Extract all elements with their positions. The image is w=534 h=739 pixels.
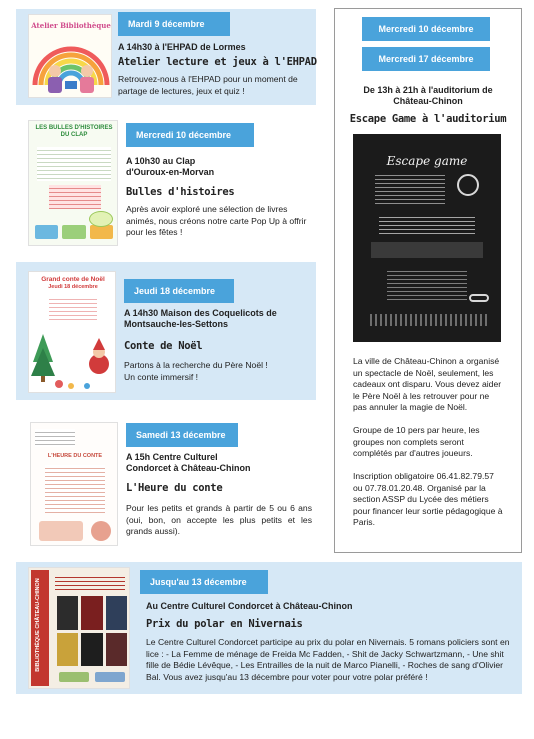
conte-noel-poster-image <box>28 271 116 393</box>
event-place-line1: A 10h30 au Clap <box>126 156 196 166</box>
ehpad-poster-caption: Atelier Bibliothèque <box>31 21 111 30</box>
escape-game-poster-image <box>353 134 501 342</box>
event-title: Atelier lecture et jeux à l'EHPAD <box>118 56 317 68</box>
event-place-line2: d'Ouroux-en-Morvan <box>126 167 215 177</box>
escape-title: Escape Game à l'auditorium <box>349 113 507 125</box>
bulles-poster-logos <box>35 225 113 239</box>
bulles-poster-text <box>37 147 111 181</box>
date-badge-mardi-9: Mardi 9 décembre <box>118 12 230 36</box>
heure-conte-poster-footer <box>39 521 83 541</box>
polar-description: Le Centre Culturel Condorcet participe au prix du polar en Nivernais. 5 romans policiers sont en lice : - La Femme de ménage de Freida Mc Fadden, - Shit de Jacky Schwartzmann, - Une shit fille de Bédie Lévêque, - Les Entrailles de la nuit de Marco Pianelli, - Roches de sang d'Olivier Bal. Vous avez jusqu'au 13 décembre pour voter pour votre polar préféré ! <box>146 637 510 682</box>
escape-time-line2: Château-Chinon <box>393 96 463 106</box>
date-badge-mercredi-10: Mercredi 10 décembre <box>126 123 254 147</box>
escape-poster-story <box>375 172 445 206</box>
polar-poster-logos <box>59 672 125 682</box>
date-badge-mercredi-10-escape: Mercredi 10 décembre <box>362 17 490 41</box>
escape-poster-key-icon <box>469 294 489 302</box>
event-description-line2: Un conte immersif ! <box>124 372 199 382</box>
event-description-line1: Partons à la recherche du Père Noël ! <box>124 360 268 370</box>
polar-title: Prix du polar en Nivernais <box>146 618 303 630</box>
escape-poster-info <box>387 268 467 302</box>
ehpad-poster-image <box>28 14 112 98</box>
escape-poster-title: Escape game <box>386 154 468 168</box>
conte-noel-poster-subtitle: Jeudi 18 décembre <box>48 284 98 290</box>
escape-poster-details <box>379 214 475 234</box>
date-badge-mercredi-17-escape: Mercredi 17 décembre <box>362 47 490 71</box>
escape-poster-magnifier-icon <box>457 174 479 196</box>
heure-conte-poster-text <box>45 465 105 513</box>
event-title: Bulles d'histoires <box>126 186 235 198</box>
escape-poster-footer <box>367 314 487 326</box>
event-description: Pour les petits et grands à partir de 5 ou 6 ans (oui, bon, on accepte les plus petits et les grands aussi). <box>126 503 312 537</box>
escape-registration: Inscription obligatoire 06.41.82.79.57 ou 07.78.01.20.48. Organisé par la section ASSP du Lycée des métiers pour financer leur sortie pédagogique à Paris. <box>353 471 503 528</box>
christmas-illustration <box>29 272 116 393</box>
event-place-line1: A 14h30 Maison des Coquelicots de <box>124 308 277 318</box>
escape-poster-dates <box>371 242 483 258</box>
conte-noel-poster-text <box>49 296 97 322</box>
date-badge-jusqu-au-13: Jusqu'au 13 décembre <box>140 570 268 594</box>
bulles-poster-sticker <box>89 211 113 227</box>
polar-poster-header <box>55 574 125 590</box>
polar-poster-image <box>28 567 130 689</box>
heure-conte-poster-header <box>35 429 75 447</box>
polar-place: Au Centre Culturel Condorcet à Château-Chinon <box>146 601 353 611</box>
event-title: L'Heure du conte <box>126 482 223 494</box>
polar-poster-side-text: BIBLIOTHÈQUE CHÂTEAU-CHINON <box>35 578 41 672</box>
heure-conte-poster-logo <box>91 521 111 541</box>
escape-time-line1: De 13h à 21h à l'auditorium de <box>363 85 493 95</box>
polar-book-covers <box>57 596 127 666</box>
conte-noel-poster-title: Grand conte de Noël <box>41 276 105 283</box>
event-description: Retrouvez-nous à l'EHPAD pour un moment de partage de lectures, jeux et quiz ! <box>118 74 298 96</box>
escape-group-info: Groupe de 10 pers par heure, les groupes non complets seront complétés par d'autres joueurs. <box>353 425 480 459</box>
bulles-poster-title: LES BULLES D'HISTOIRES DU CLAP <box>35 125 113 138</box>
bulles-poster-image <box>28 120 118 246</box>
event-place-line1: A 15h Centre Culturel <box>126 452 218 462</box>
escape-description: La ville de Château-Chinon a organisé un spectacle de Noël, seulement, les cadeaux ont disparu. Vous devez aider le Père Noël à les retrouver pour ne pas annuler la magie de Noël. <box>353 356 502 413</box>
event-place-line2: Montsauche-les-Settons <box>124 319 229 329</box>
heure-conte-poster-image <box>30 422 118 546</box>
date-badge-samedi-13: Samedi 13 décembre <box>126 423 238 447</box>
event-description: Après avoir exploré une sélection de livres animés, nous créons notre carte Pop Up à offrir pour les fêtes ! <box>126 204 307 238</box>
date-badge-jeudi-18: Jeudi 18 décembre <box>124 279 234 303</box>
heure-conte-poster-title: L'HEURE DU CONTE <box>47 453 103 459</box>
event-place: A 14h30 à l'EHPAD de Lormes <box>118 42 246 52</box>
bulles-poster-highlight <box>49 185 101 209</box>
event-place-line2: Condorcet à Château-Chinon <box>126 463 251 473</box>
event-title: Conte de Noël <box>124 340 203 352</box>
